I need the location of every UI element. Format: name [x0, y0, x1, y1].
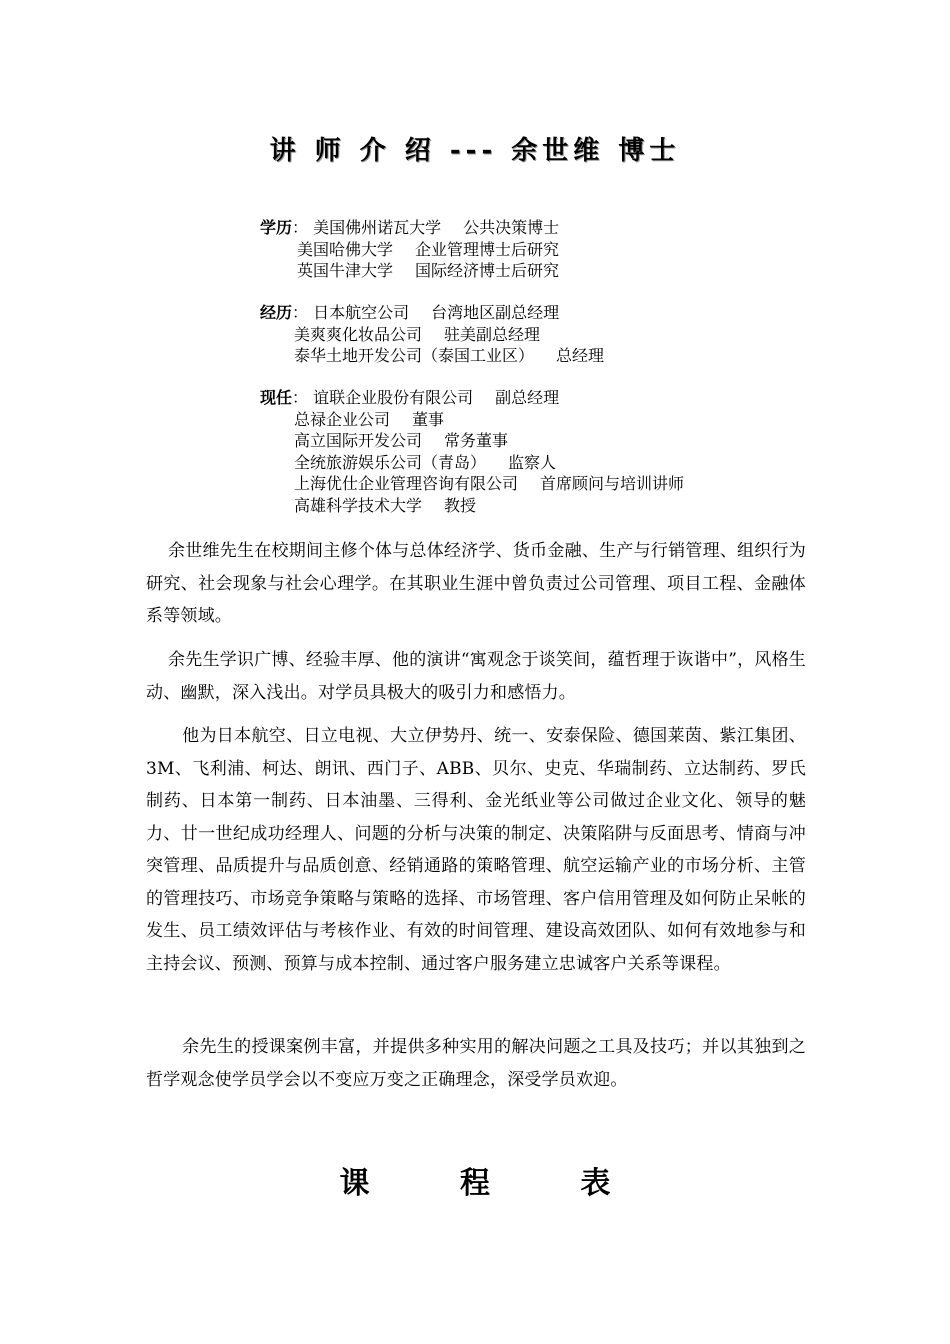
- colon: ：: [292, 388, 309, 407]
- experience-label: 经历: [260, 303, 293, 322]
- bio-paragraph: [146, 1031, 806, 1096]
- education-role: 公共决策博士: [463, 218, 560, 237]
- education-org: 美国佛州诺瓦大学: [313, 218, 442, 237]
- current-org: 上海优仕企业管理咨询有限公司: [294, 474, 519, 493]
- education-role: 企业管理博士后研究: [415, 239, 560, 259]
- current-row: [260, 409, 860, 431]
- current-role: 常务董事: [444, 431, 509, 450]
- experience-row: [260, 302, 860, 324]
- page-title: 讲 师 介 绍 --- 余世维 博士: [269, 136, 681, 166]
- bio-paragraph-text: 余世维先生在校期间主修个体与总体经济学、货币金融、生产与行销管理、组织行为研究、社会现象与社会心理学。在其职业生涯中曾负责过公司管理、项目工程、金融体系等领域。: [146, 541, 806, 626]
- experience-org: 泰华土地开发公司（泰国工业区）: [294, 346, 535, 365]
- colon: ：: [292, 303, 309, 322]
- experience-row: [260, 324, 860, 346]
- current-block: [260, 387, 860, 516]
- experience-row: [260, 345, 860, 367]
- education-role: 国际经济博士后研究: [415, 261, 560, 280]
- current-row: [260, 452, 860, 474]
- education-org: 英国牛津大学: [297, 261, 394, 280]
- experience-role: 台湾地区副总经理: [431, 303, 560, 322]
- experience-org: 日本航空公司: [313, 303, 410, 322]
- current-row: [260, 473, 860, 495]
- current-row: [260, 495, 860, 517]
- experience-role: 驻美副总经理: [444, 324, 541, 344]
- current-org: 总禄企业公司: [294, 409, 391, 429]
- experience-role: 总经理: [556, 346, 605, 365]
- education-row: [260, 239, 860, 261]
- bio-paragraph: [146, 644, 806, 709]
- section-title: 课 程 表: [339, 1166, 651, 1201]
- education-row: [260, 217, 860, 239]
- current-role: 副总经理: [495, 388, 560, 407]
- current-role: 教授: [444, 495, 477, 515]
- education-block: [260, 217, 860, 282]
- experience-block: [260, 302, 860, 367]
- experience-org: 美爽爽化妆品公司: [294, 324, 423, 344]
- current-org: 谊联企业股份有限公司: [313, 388, 474, 407]
- current-org: 全统旅游娱乐公司（青岛）: [294, 452, 487, 472]
- bio-paragraph-text: 余先生学识广博、经验丰厚、他的演讲“寓观念于谈笑间，蕴哲理于诙谐中”，风格生动、幽默，深入浅出。对学员具极大的吸引力和感悟力。: [146, 650, 806, 703]
- current-label: 现任: [260, 388, 293, 407]
- current-org: 高雄科学技术大学: [294, 495, 423, 515]
- current-row: [260, 387, 860, 409]
- current-role: 监察人: [508, 452, 557, 472]
- bio-paragraph: [146, 535, 806, 633]
- bio-paragraph-text: 余先生的授课案例丰富，并提供多种实用的解决问题之工具及技巧；并以其独到之哲学观念使学员学会以不变应万变之正确理念，深受学员欢迎。: [146, 1037, 806, 1090]
- bio-paragraph-text: 他为日本航空、日立电视、大立伊势丹、统一、安泰保险、德国莱茵、紫江集团、3M、飞利浦、柯达、朗讯、西门子、ABB、贝尔、史克、华瑞制药、立达制药、罗氏制药、日本第一制药、日本油墨、三得利、金光纸业等公司做过企业文化、领导的魅力、廿一世纪成功经理人、问题的分析与决策的制定、决策陷阱与反面思考、情商与冲突管理、品质提升与品质创意、经销通路的策略管理、航空运输产业的市场分析、主管的管理技巧、市场竞争策略与策略的选择、市场管理、客户信用管理及如何防止呆帐的发生、员工绩效评估与考核作业、有效的时间管理、建设高效团队、如何有效地参与和主持会议、预测、预算与成本控制、通过客户服务建立忠诚客户关系等课程。: [146, 726, 806, 974]
- education-org: 美国哈佛大学: [297, 239, 394, 259]
- education-row: [260, 260, 860, 282]
- current-org: 高立国际开发公司: [294, 431, 423, 450]
- current-role: 董事: [412, 409, 445, 429]
- education-label: 学历: [260, 218, 293, 237]
- colon: ：: [292, 218, 309, 237]
- current-role: 首席顾问与培训讲师: [540, 474, 685, 493]
- bio-paragraph: [146, 720, 806, 980]
- current-row: [260, 430, 860, 452]
